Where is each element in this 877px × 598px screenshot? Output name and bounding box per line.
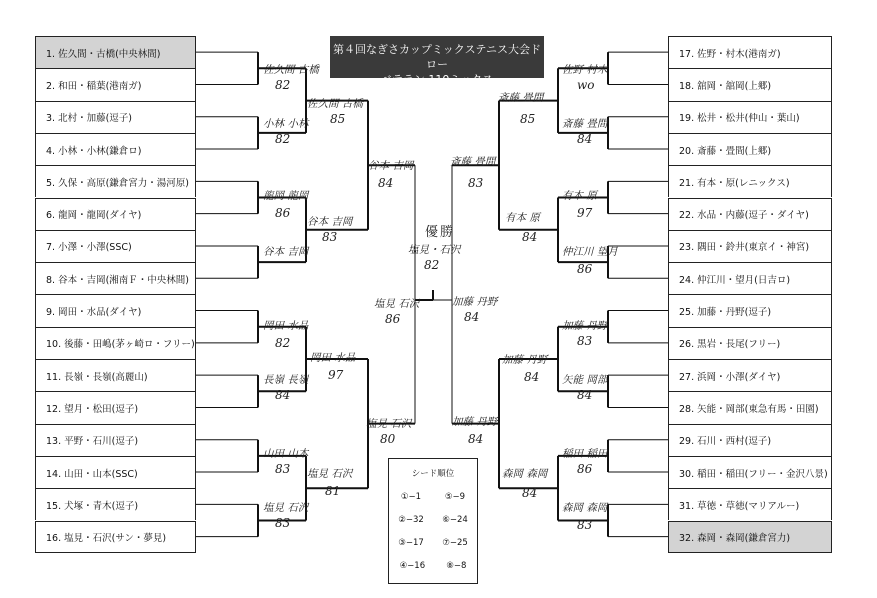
r3-l1-name: 谷本 吉岡 [368, 160, 414, 172]
seed-entry: ④−16 [399, 561, 426, 571]
seed-entry: ②−32 [398, 515, 424, 525]
r1-l7-name: 山田 山本 [263, 448, 309, 460]
r1-r3-name: 有本 原 [562, 190, 597, 202]
r2-l1-name: 佐久間 古橋 [307, 98, 363, 110]
seed-title: シード順位 [411, 469, 455, 479]
r3-r1-name: 斎藤 畳間 [450, 156, 496, 168]
r3-r2-name: 加藤 丹野 [452, 416, 498, 428]
champion-score: 82 [424, 258, 440, 272]
r2-r3-score: 84 [524, 370, 540, 384]
team-entry: 10. 後藤・田嶋(茅ヶ崎ロ・フリー) [35, 327, 196, 359]
seed-order-box [388, 458, 478, 584]
seed-row [389, 561, 477, 571]
r2-r2-score: 84 [522, 230, 538, 244]
semi-right-name: 加藤 丹野 [452, 296, 498, 308]
team-entry: 16. 塩見・石沢(サン・夢見) [35, 521, 196, 553]
seed-entry: ⑧−8 [446, 561, 467, 571]
r1-r1-score: wo [577, 78, 595, 92]
semi-left-name: 塩見 石沢 [374, 298, 420, 310]
seed-row [389, 492, 477, 502]
r1-l2-score: 82 [275, 132, 291, 146]
r1-l4-name: 谷本 吉岡 [263, 246, 309, 258]
r3-l1-score: 84 [378, 176, 394, 190]
title-line-1: 第４回なぎさカップミックステニス大会ドロー [333, 43, 541, 71]
r1-l3-score: 86 [275, 206, 291, 220]
title-line-2: ベテラン 110ミックス [380, 73, 494, 86]
r1-r6-score: 84 [577, 388, 593, 402]
r1-r8-name: 森岡 森岡 [562, 502, 608, 514]
r1-l5-name: 岡田 水品 [263, 320, 309, 332]
team-entry: 28. 矢能・岡部(東急有馬・田園) [668, 391, 832, 423]
team-entry: 1. 佐久間・古橋(中央林間) [35, 36, 196, 68]
team-entry: 26. 黒岩・長尾(フリー) [668, 327, 832, 359]
seed-entry: ⑥−24 [442, 515, 468, 525]
team-entry: 12. 望月・松田(逗子) [35, 391, 196, 423]
r1-r7-name: 稲田 稲田 [562, 448, 608, 460]
semi-right-score: 84 [464, 310, 480, 324]
r1-r2-score: 84 [577, 132, 593, 146]
r2-r1-name: 斎藤 畳間 [498, 92, 544, 104]
r2-l4-score: 81 [325, 484, 341, 498]
r1-r8-score: 83 [577, 518, 593, 532]
semi-left-score: 86 [385, 312, 401, 326]
r2-r1-score: 85 [520, 112, 536, 126]
r2-l3-score: 97 [328, 368, 344, 382]
r1-r4-score: 86 [577, 262, 593, 276]
team-entry: 22. 水品・内藤(逗子・ダイヤ) [668, 198, 832, 230]
r1-r7-score: 86 [577, 462, 593, 476]
team-entry: 30. 稲田・稲田(フリー・金沢八景) [668, 456, 832, 488]
seed-entry: ⑦−25 [442, 538, 468, 548]
r1-l1-name: 佐久間 古橋 [263, 64, 319, 76]
r1-l2-name: 小林 小林 [263, 118, 309, 130]
seed-entry: ⑤−9 [444, 492, 466, 502]
team-entry: 6. 龍岡・龍岡(ダイヤ) [35, 198, 196, 230]
team-entry: 29. 石川・西村(逗子) [668, 424, 832, 456]
r3-l2-score: 80 [380, 432, 396, 446]
team-entry: 27. 浜岡・小澤(ダイヤ) [668, 359, 832, 391]
r1-r4-name: 仲江川 望月 [562, 246, 618, 258]
seed-row [389, 515, 477, 525]
r2-l2-name: 谷本 吉岡 [307, 216, 353, 228]
r1-r5-name: 加藤 丹野 [562, 320, 608, 332]
r1-l3-name: 龍岡 龍岡 [263, 190, 309, 202]
seed-entry: ③−17 [398, 538, 424, 548]
team-entry: 25. 加藤・丹野(逗子) [668, 294, 832, 326]
r1-l8-score: 83 [275, 516, 291, 530]
team-entry: 17. 佐野・村木(港南ガ) [668, 36, 832, 68]
r1-r6-name: 矢能 岡部 [562, 374, 608, 386]
r2-r4-score: 84 [522, 486, 538, 500]
r2-l1-score: 85 [330, 112, 346, 126]
r1-r1-name: 佐野 村木 [562, 64, 608, 76]
r1-r5-score: 83 [577, 334, 593, 348]
team-entry: 21. 有本・原(レニックス) [668, 165, 832, 197]
team-entry: 20. 斎藤・畳間(上郷) [668, 133, 832, 165]
team-entry: 18. 舘岡・舘岡(上郷) [668, 68, 832, 100]
team-entry: 4. 小林・小林(鎌倉ロ) [35, 133, 196, 165]
r1-r3-score: 97 [577, 206, 593, 220]
team-entry: 15. 犬塚・青木(逗子) [35, 488, 196, 520]
team-entry: 19. 松井・松井(仲山・葉山) [668, 101, 832, 133]
team-entry: 23. 隅田・鈴井(東京イ・神宮) [668, 230, 832, 262]
team-entry: 14. 山田・山本(SSC) [35, 456, 196, 488]
r3-r1-score: 83 [468, 176, 484, 190]
team-entry: 9. 岡田・水品(ダイヤ) [35, 294, 196, 326]
team-entry: 2. 和田・稲葉(港南ガ) [35, 68, 196, 100]
r3-r2-score: 84 [468, 432, 484, 446]
r2-l2-score: 83 [322, 230, 338, 244]
r1-r2-name: 斎藤 畳間 [562, 118, 608, 130]
team-entry: 8. 谷本・吉岡(湘南Ｆ・中央林間) [35, 262, 196, 294]
champion-label: 優勝 [425, 225, 456, 240]
team-entry: 32. 森岡・森岡(鎌倉宮力) [668, 521, 832, 553]
champion-name: 塩見・石沢 [408, 244, 461, 256]
team-entry: 11. 長嶺・長嶺(高麗山) [35, 359, 196, 391]
r1-l6-name: 長嶺 長嶺 [263, 374, 309, 386]
r2-r4-name: 森岡 森岡 [502, 468, 548, 480]
r2-l4-name: 塩見 石沢 [307, 468, 353, 480]
r1-l8-name: 塩見 石沢 [263, 502, 309, 514]
r2-r3-name: 加藤 丹野 [502, 354, 548, 366]
team-entry: 5. 久保・高原(鎌倉宮力・湯河原) [35, 165, 196, 197]
seed-row [389, 538, 477, 548]
team-entry: 31. 草徳・草徳(マリアルー) [668, 488, 832, 520]
team-entry: 7. 小澤・小澤(SSC) [35, 230, 196, 262]
r1-l5-score: 82 [275, 336, 291, 350]
r1-l6-score: 84 [275, 388, 291, 402]
r1-l7-score: 83 [275, 462, 291, 476]
r3-l2-name: 塩見 石沢 [366, 418, 412, 430]
r1-l1-score: 82 [275, 78, 291, 92]
r2-l3-name: 岡田 水品 [310, 352, 356, 364]
seed-entry: ①−1 [400, 492, 422, 502]
team-entry: 3. 北村・加藤(逗子) [35, 101, 196, 133]
team-entry: 24. 仲江川・望月(日吉ロ) [668, 262, 832, 294]
team-entry: 13. 平野・石川(逗子) [35, 424, 196, 456]
r2-r2-name: 有本 原 [505, 212, 540, 224]
